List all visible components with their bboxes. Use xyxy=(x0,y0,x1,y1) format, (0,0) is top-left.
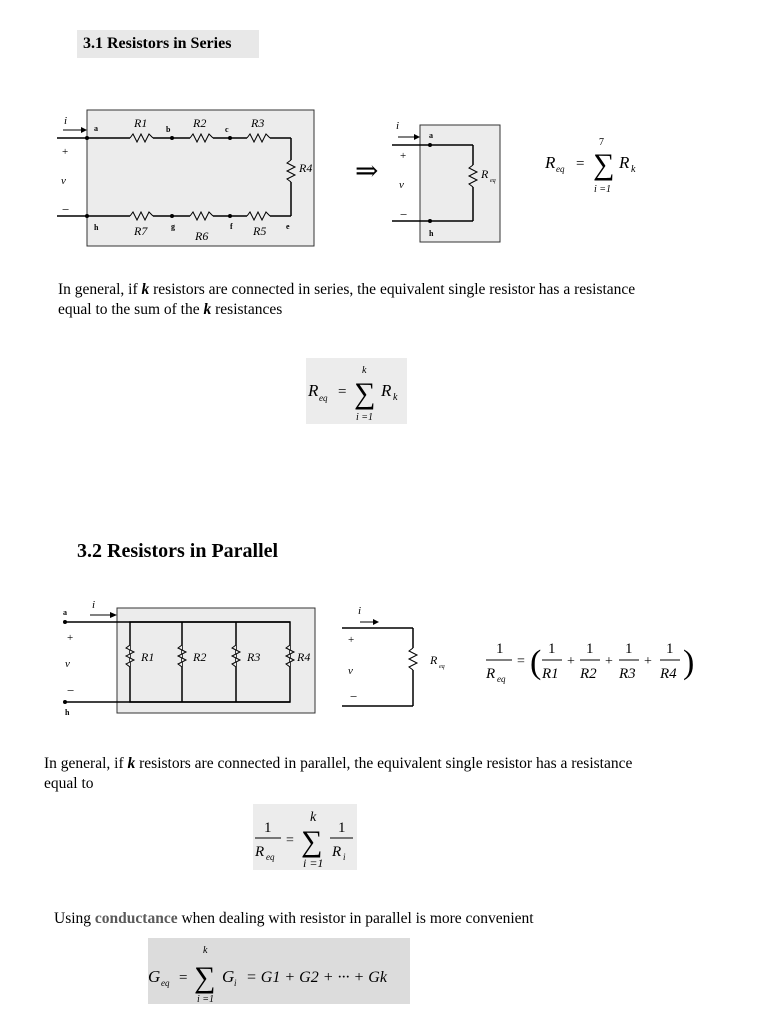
svg-text:eq: eq xyxy=(490,178,496,184)
par-minus-sign: − xyxy=(67,683,75,698)
par-r2-label: R2 xyxy=(193,650,207,664)
resistor-r6-label: R6 xyxy=(195,229,209,243)
par-plus-sign: + xyxy=(67,632,74,644)
svg-text:k: k xyxy=(631,164,636,175)
svg-text:=: = xyxy=(286,833,294,848)
node-c: c xyxy=(225,125,229,134)
par-r3-label: R3 xyxy=(247,650,261,664)
svg-text:i =1: i =1 xyxy=(594,184,612,195)
parallel-circuit-diagram xyxy=(55,595,325,720)
svg-text:R3: R3 xyxy=(619,666,636,682)
resistor-r7-label: R7 xyxy=(134,224,148,238)
svg-text:eq: eq xyxy=(556,164,565,174)
svg-text:1: 1 xyxy=(625,641,633,657)
svg-text:R: R xyxy=(486,666,496,682)
source-voltage-label: v xyxy=(61,175,66,187)
svg-text:): ) xyxy=(683,644,695,681)
par-eq-plus: + xyxy=(348,634,355,646)
conductance-paragraph: Using conductance when dealing with resistor in parallel is more convenient xyxy=(54,910,534,927)
svg-text:eq: eq xyxy=(319,393,328,403)
node-f: f xyxy=(230,222,233,231)
eq-node-a: a xyxy=(429,131,433,140)
svg-text:=: = xyxy=(576,156,585,172)
eq-resistor-label: R xyxy=(481,167,489,181)
svg-text:1: 1 xyxy=(264,820,272,836)
svg-text:k: k xyxy=(393,392,398,403)
eq-plus-sign: + xyxy=(400,150,407,162)
resistor-r2-label: R2 xyxy=(193,116,207,130)
svg-text:R: R xyxy=(308,381,319,400)
eq-source-current-label: i xyxy=(396,120,400,132)
svg-text:R1: R1 xyxy=(542,666,559,682)
svg-text:R: R xyxy=(545,153,556,172)
svg-text:1: 1 xyxy=(586,641,594,657)
svg-text:+: + xyxy=(567,654,575,669)
svg-text:+: + xyxy=(605,654,613,669)
svg-text:R: R xyxy=(619,153,630,172)
svg-text:= G1 + G2 + ··· + Gk: = G1 + G2 + ··· + Gk xyxy=(246,969,387,986)
svg-text:R: R xyxy=(332,844,342,860)
svg-text:eq: eq xyxy=(266,852,275,862)
node-a: a xyxy=(94,124,98,133)
series-equation-7 xyxy=(540,130,650,200)
source-current-label: i xyxy=(64,115,68,127)
svg-text:1: 1 xyxy=(548,641,556,657)
svg-text:eq: eq xyxy=(161,978,170,988)
svg-text:∑: ∑ xyxy=(593,148,615,181)
conductance-equation xyxy=(148,938,410,1004)
svg-text:R2: R2 xyxy=(580,666,597,682)
node-e: e xyxy=(286,222,290,231)
series-equation-k xyxy=(306,358,407,424)
svg-text:1: 1 xyxy=(496,641,504,657)
par-r1-label: R1 xyxy=(141,650,155,664)
resistor-r4-label: R4 xyxy=(299,161,313,175)
conductance-term: conductance xyxy=(94,910,178,927)
parallel-equation-expanded xyxy=(482,635,697,690)
svg-text:∑: ∑ xyxy=(354,377,376,410)
node-h: h xyxy=(94,223,99,232)
svg-text:R: R xyxy=(255,844,265,860)
svg-text:∑: ∑ xyxy=(301,825,323,858)
par-eq-minus: − xyxy=(350,689,358,704)
svg-text:k: k xyxy=(310,810,317,825)
svg-text:k: k xyxy=(362,365,367,376)
svg-text:i =1: i =1 xyxy=(356,412,374,423)
resistor-r5-label: R5 xyxy=(253,224,267,238)
par-eq-resistor-label: R xyxy=(430,653,438,667)
series-circuit-diagram xyxy=(55,100,320,250)
svg-text:1: 1 xyxy=(666,641,674,657)
resistor-r1-label: R1 xyxy=(134,116,148,130)
par-eq-voltage-label: v xyxy=(348,665,353,677)
implies-arrow: ⇒ xyxy=(355,156,379,187)
svg-text:+: + xyxy=(644,654,652,669)
svg-text:i: i xyxy=(234,978,237,988)
svg-text:∑: ∑ xyxy=(194,961,216,994)
svg-text:i =1: i =1 xyxy=(197,994,215,1004)
par-node-a: a xyxy=(63,608,67,617)
parallel-paragraph: In general, if k resistors are connected in parallel, the equivalent single resistor has a resistance equal to xyxy=(44,755,633,792)
svg-text:eq: eq xyxy=(439,664,445,670)
eq-source-voltage-label: v xyxy=(399,179,404,191)
par-node-h: h xyxy=(65,708,70,717)
svg-text:R4: R4 xyxy=(660,666,677,682)
par-r4-label: R4 xyxy=(297,650,311,664)
svg-text:7: 7 xyxy=(599,137,604,148)
svg-text:i =1: i =1 xyxy=(303,856,324,870)
eq-node-h: h xyxy=(429,229,434,238)
series-paragraph: In general, if k resistors are connected in series, the equivalent single resistor has a resistance equal to the sum of the k resistances xyxy=(58,281,636,318)
par-eq-current-label: i xyxy=(358,605,362,617)
node-g: g xyxy=(171,222,175,231)
resistor-r3-label: R3 xyxy=(251,116,265,130)
svg-text:eq: eq xyxy=(497,674,506,684)
par-source-current-label: i xyxy=(92,599,96,611)
eq-minus-sign: − xyxy=(400,207,408,222)
section-heading-series: 3.1 Resistors in Series xyxy=(77,30,259,58)
minus-sign: − xyxy=(62,202,70,217)
svg-text:k: k xyxy=(203,945,208,956)
par-source-voltage-label: v xyxy=(65,658,70,670)
svg-text:G: G xyxy=(222,967,235,986)
node-b: b xyxy=(166,125,171,134)
svg-text:(: ( xyxy=(530,644,542,681)
parallel-equation-k xyxy=(253,804,357,870)
svg-text:=: = xyxy=(517,654,525,669)
parallel-equivalent-circuit xyxy=(340,600,460,710)
svg-text:=: = xyxy=(179,970,188,986)
svg-text:G: G xyxy=(148,967,161,986)
svg-text:1: 1 xyxy=(338,820,346,836)
section-heading-parallel: 3.2 Resistors in Parallel xyxy=(77,540,279,562)
svg-text:=: = xyxy=(338,384,347,400)
svg-text:R: R xyxy=(381,381,392,400)
plus-sign: + xyxy=(62,146,69,158)
series-equivalent-circuit xyxy=(390,115,505,245)
svg-text:i: i xyxy=(343,852,346,862)
